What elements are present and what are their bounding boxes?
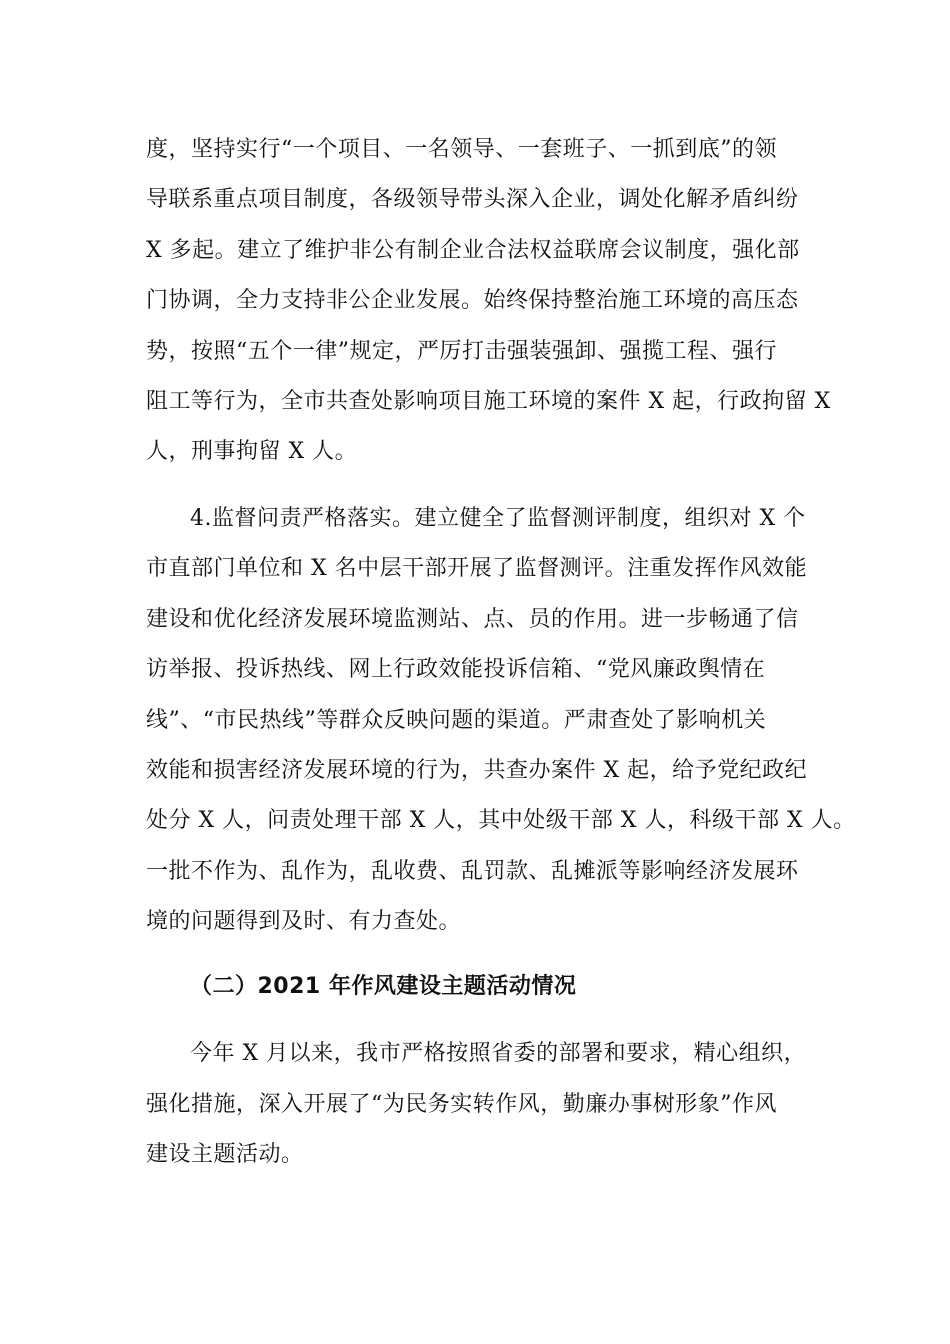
paragraph-line: X 多起。建立了维护非公有制企业合法权益联席会议制度，强化部 [146, 238, 800, 263]
paragraph-line: 导联系重点项目制度，各级领导带头深入企业，调处化解矛盾纠纷 [146, 187, 799, 212]
paragraph-line: 强化措施，深入开展了“为民务实转作风，勤廉办事树形象”作风 [146, 1092, 777, 1117]
paragraph-line: 市直部门单位和 X 名中层干部开展了监督测评。注重发挥作风效能 [146, 556, 808, 581]
section-item-4-line: 4.监督问责严格落实。建立健全了监督测评制度，组织对 X 个 [190, 506, 806, 531]
paragraph-line: 访举报、投诉热线、网上行政效能投诉信箱、“党风廉政舆情在 [146, 657, 766, 682]
paragraph-line: 阻工等行为，全市共查处影响项目施工环境的案件 X 起，行政拘留 X [146, 389, 831, 414]
paragraph-line: 建设和优化经济发展环境监测站、点、员的作用。进一步畅通了信 [146, 607, 799, 632]
paragraph-line: 处分 X 人，问责处理干部 X 人，其中处级干部 X 人，科级干部 X 人。 [146, 808, 856, 833]
paragraph-line: 今年 X 月以来，我市严格按照省委的部署和要求，精心组织， [190, 1041, 807, 1066]
paragraph-line: 境的问题得到及时、有力查处。 [146, 909, 462, 934]
section-heading: （二）2021 年作风建设主题活动情况 [190, 974, 577, 999]
paragraph-line: 线”、“市民热线”等群众反映问题的渠道。严肃查处了影响机关 [146, 708, 767, 733]
paragraph-line: 效能和损害经济发展环境的行为，共查办案件 X 起，给予党纪政纪 [146, 758, 808, 783]
paragraph-line: 人，刑事拘留 X 人。 [146, 439, 358, 464]
paragraph-line: 势，按照“五个一律”规定，严厉打击强装强卸、强揽工程、强行 [146, 339, 777, 364]
paragraph-line: 门协调，全力支持非公企业发展。始终保持整治施工环境的高压态 [146, 288, 799, 313]
paragraph-line: 度，坚持实行“一个项目、一名领导、一套班子、一抓到底”的领 [146, 137, 777, 162]
paragraph-line: 一批不作为、乱作为，乱收费、乱罚款、乱摊派等影响经济发展环 [146, 859, 799, 884]
paragraph-line: 建设主题活动。 [146, 1142, 304, 1167]
